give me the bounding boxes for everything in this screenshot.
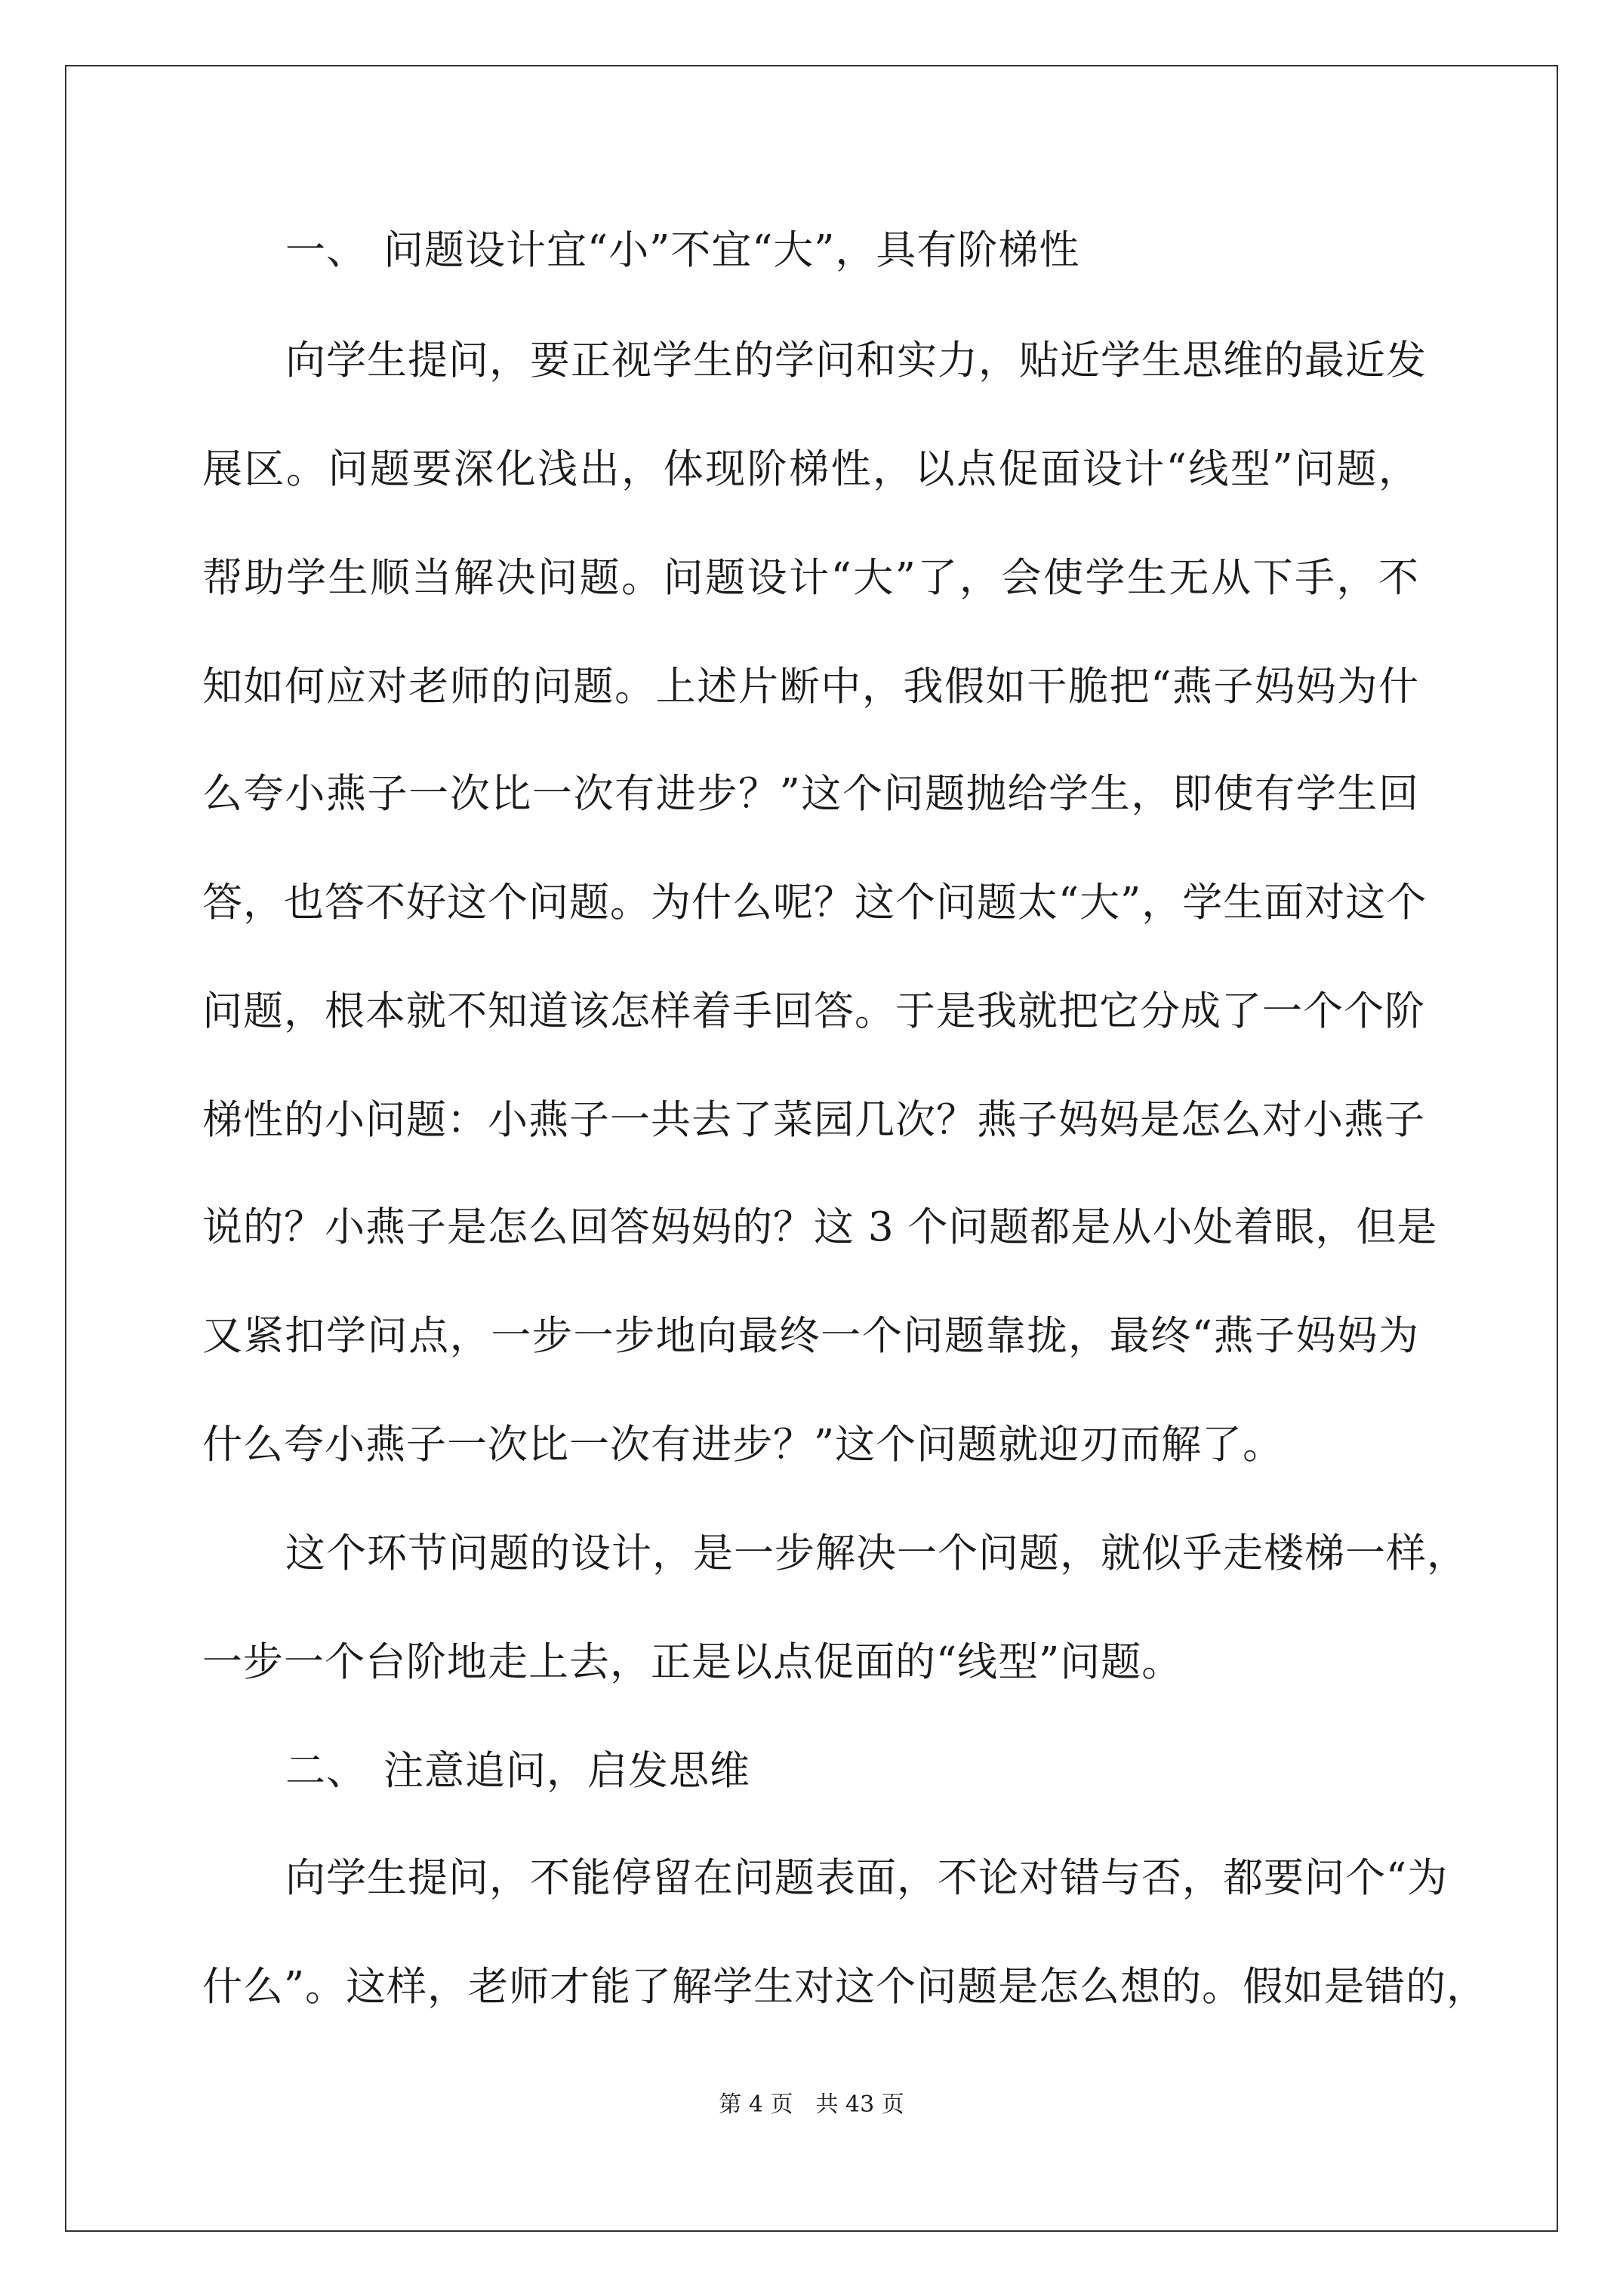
paragraph-line: 梯性的小问题：小燕子一共去了菜园几次？燕子妈妈是怎么对小燕子 bbox=[202, 1097, 1425, 1143]
paragraph-line: 一步一个台阶地走上去，正是以点促面的“线型”问题。 bbox=[202, 1639, 1183, 1685]
paragraph-line: 答，也答不好这个问题。为什么呢？这个问题太“大”，学生面对这个 bbox=[202, 880, 1427, 926]
paragraph-line: 问题，根本就不知道该怎样着手回答。于是我就把它分成了一个个阶 bbox=[202, 988, 1425, 1034]
paragraph-line: 这个环节问题的设计，是一步解决一个问题，就似乎走楼梯一样， bbox=[285, 1530, 1467, 1576]
section-number: 一、 bbox=[285, 227, 367, 273]
section-number: 二、 bbox=[285, 1748, 367, 1794]
paragraph-line: 又紧扣学问点，一步一步地向最终一个问题靠拢，最终“燕子妈妈为 bbox=[202, 1313, 1419, 1359]
paragraph-line: 说的？小燕子是怎么回答妈妈的？这 3 个问题都是从小处着眼，但是 bbox=[202, 1204, 1438, 1250]
paragraph-line: 知如何应对老师的问题。上述片断中，我假如干脆把“燕子妈妈为什 bbox=[202, 664, 1419, 710]
section-heading-1 bbox=[285, 220, 1079, 281]
paragraph-line: 什么夸小燕子一次比一次有进步？”这个问题就迎刃而解了。 bbox=[202, 1422, 1284, 1468]
paragraph-line: 向学生提问，要正视学生的学问和实力，贴近学生思维的最近发 bbox=[285, 337, 1427, 384]
section-title: 问题设计宜“小”不宜“大”，具有阶梯性 bbox=[383, 227, 1080, 273]
paragraph-line: 帮助学生顺当解决问题。问题设计“大”了，会使学生无从下手，不 bbox=[202, 555, 1419, 601]
page-number: 第 4 页 共 43 页 bbox=[719, 2091, 904, 2118]
paragraph-line: 什么”。这样，老师才能了解学生对这个问题是怎么想的。假如是错的， bbox=[202, 1964, 1488, 2010]
paragraph-line: 向学生提问，不能停留在问题表面，不论对错与否，都要问个“为 bbox=[285, 1855, 1449, 1901]
paragraph-line: 么夸小燕子一次比一次有进步？”这个问题抛给学生，即使有学生回 bbox=[202, 771, 1419, 817]
paragraph-line: 展区。问题要深化浅出，体现阶梯性，以点促面设计“线型”问题， bbox=[202, 446, 1419, 492]
section-heading-2 bbox=[285, 1741, 750, 1801]
section-title: 注意追问，启发思维 bbox=[383, 1748, 750, 1794]
